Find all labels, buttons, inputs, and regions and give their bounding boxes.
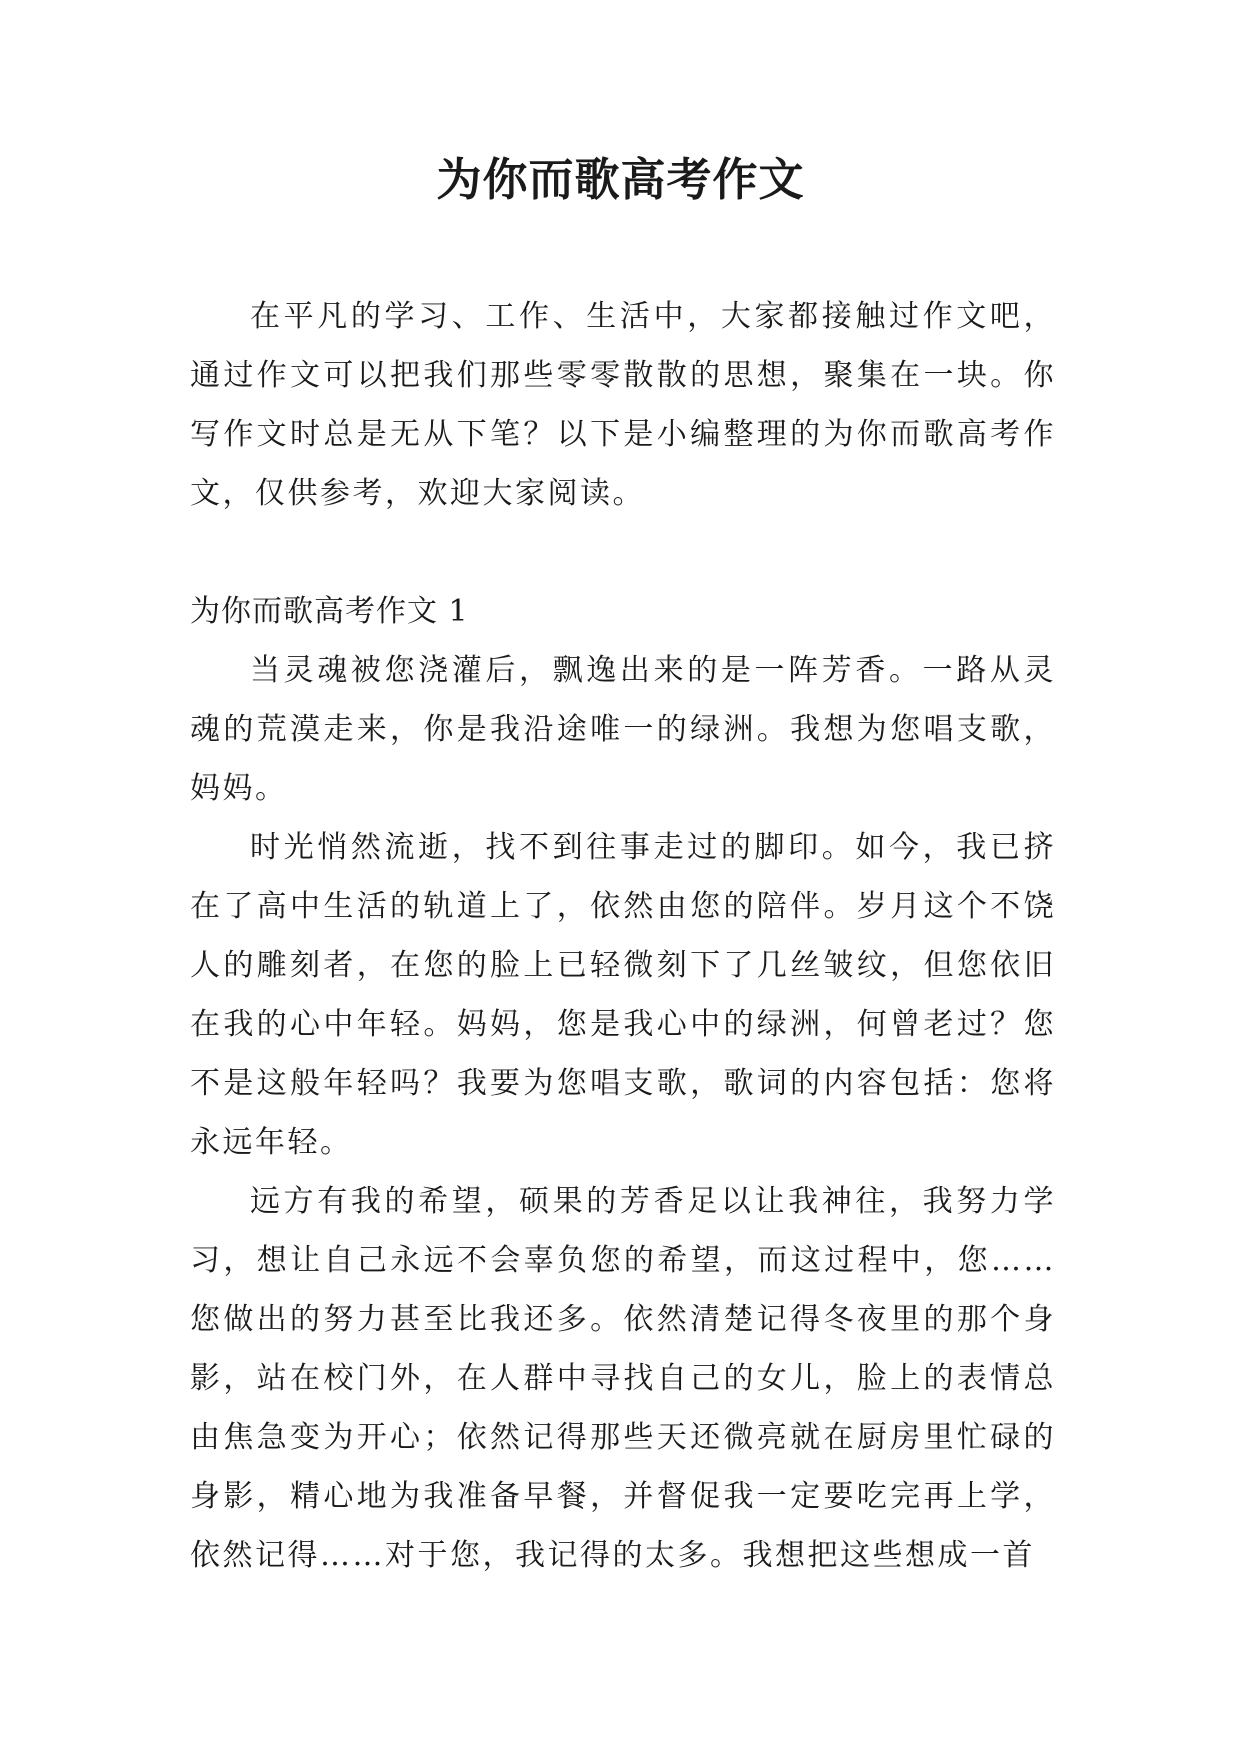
body-paragraph-1: 当灵魂被您浇灌后，飘逸出来的是一阵芳香。一路从灵魂的荒漠走来，你是我沿途唯一的绿洲。我想为您唱支歌，妈妈。 [190, 653, 1056, 806]
document-title: 为你而歌高考作文 [436, 153, 805, 206]
document-body [190, 287, 1056, 1585]
body-paragraph-2: 时光悄然流逝，找不到往事走过的脚印。如今，我已挤在了高中生活的轨道上了，依然由您的陪伴。岁月这个不饶人的雕刻者，在您的脸上已轻微刻下了几丝皱纹，但您依旧在我的心中年轻。妈妈，您是我心中的绿洲，何曾老过？您不是这般年轻吗？我要为您唱支歌，歌词的内容包括：您将永远年轻。 [190, 830, 1056, 1160]
section-heading: 为你而歌高考作文 1 [190, 594, 469, 629]
intro-paragraph: 在平凡的学习、工作、生活中，大家都接触过作文吧，通过作文可以把我们那些零零散散的思想，聚集在一块。你写作文时总是无从下笔？以下是小编整理的为你而歌高考作文，仅供参考，欢迎大家阅读。 [190, 299, 1056, 511]
body-paragraph-3: 远方有我的希望，硕果的芳香足以让我神往，我努力学习，想让自己永远不会辜负您的希望，而这过程中，您……您做出的努力甚至比我还多。依然清楚记得冬夜里的那个身影，站在校门外，在人群中寻找自己的女儿，脸上的表情总由焦急变为开心；依然记得那些天还微亮就在厨房里忙碌的身影，精心地为我准备早餐，并督促我一定要吃完再上学，依然记得……对于您，我记得的太多。我想把这些想成一首 [190, 1184, 1056, 1573]
